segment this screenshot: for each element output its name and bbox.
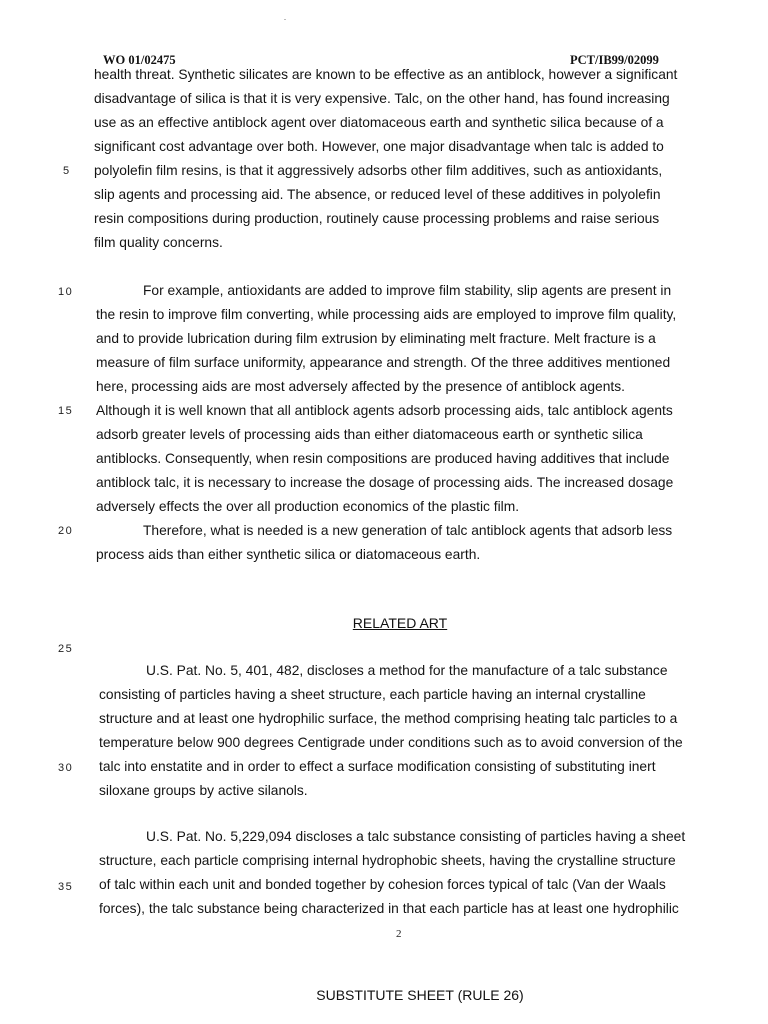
- application-number: PCT/IB99/02099: [570, 53, 659, 67]
- body-line: polyolefin film resins, is that it aggressively adsorbs other film additives, such as antioxidants,: [94, 163, 663, 178]
- body-line: For example, antioxidants are added to improve film stability, slip agents are present in: [143, 283, 672, 298]
- body-line: the resin to improve film converting, while processing aids are employed to improve film quality,: [96, 307, 677, 322]
- body-line: Although it is well known that all antiblock agents adsorb processing aids, talc antiblock agents: [96, 403, 673, 418]
- body-line: adsorb greater levels of processing aids than either diatomaceous earth or synthetic silica: [96, 427, 643, 442]
- body-line: structure and at least one hydrophilic surface, the method comprising heating talc particles to a: [99, 711, 678, 726]
- line-number: 35: [58, 881, 74, 893]
- body-line: U.S. Pat. No. 5,229,094 discloses a talc substance consisting of particles having a sheet: [146, 829, 686, 844]
- body-line: antiblocks. Consequently, when resin compositions are produced having additives that include: [96, 451, 670, 466]
- page-number: 2: [396, 928, 402, 940]
- body-line: of talc within each unit and bonded together by cohesion forces typical of talc (Van der Waals: [99, 877, 666, 892]
- section-heading: RELATED ART: [352, 615, 448, 631]
- body-line: structure, each particle comprising internal hydrophobic sheets, having the crystalline structure: [99, 853, 676, 868]
- body-line: U.S. Pat. No. 5, 401, 482, discloses a method for the manufacture of a talc substance: [146, 663, 668, 678]
- line-number: 20: [58, 525, 74, 537]
- body-line: health threat. Synthetic silicates are known to be effective as an antiblock, however a significant: [94, 67, 678, 82]
- body-line: talc into enstatite and in order to effect a surface modification consisting of substituting inert: [99, 759, 656, 774]
- body-line: temperature below 900 degrees Centigrade under conditions such as to avoid conversion of the: [99, 735, 683, 750]
- line-number: 5: [63, 165, 71, 177]
- body-line: resin compositions during production, routinely cause processing problems and raise serious: [94, 211, 660, 226]
- body-line: consisting of particles having a sheet structure, each particle having an internal crystalline: [99, 687, 646, 702]
- line-number: 30: [58, 762, 74, 774]
- scan-speck: [284, 19, 286, 20]
- body-line: process aids than either synthetic silica or diatomaceous earth.: [96, 547, 481, 562]
- body-line: Therefore, what is needed is a new generation of talc antiblock agents that adsorb less: [143, 523, 673, 538]
- line-number: 15: [58, 405, 74, 417]
- page-footer: SUBSTITUTE SHEET (RULE 26): [316, 987, 524, 1003]
- body-line: significant cost advantage over both. However, one major disadvantage when talc is added to: [94, 139, 664, 154]
- line-number: 25: [58, 643, 74, 655]
- body-line: forces), the talc substance being characterized in that each particle has at least one hydrophilic: [99, 901, 679, 916]
- body-line: use as an effective antiblock agent over diatomaceous earth and synthetic silica because of a: [94, 115, 664, 130]
- body-line: slip agents and processing aid. The absence, or reduced level of these additives in polyolefin: [94, 187, 661, 202]
- body-line: siloxane groups by active silanols.: [99, 783, 308, 798]
- line-number: 10: [58, 286, 74, 298]
- body-line: measure of film surface uniformity, appearance and strength. Of the three additives mentioned: [96, 355, 671, 370]
- body-line: here, processing aids are most adversely affected by the presence of antiblock agents.: [96, 379, 625, 394]
- body-line: and to provide lubrication during film extrusion by eliminating melt fracture. Melt fracture is a: [96, 331, 656, 346]
- body-line: antiblock talc, it is necessary to increase the dosage of processing aids. The increased dosage: [96, 475, 674, 490]
- publication-number: WO 01/02475: [103, 53, 176, 67]
- body-line: film quality concerns.: [94, 235, 223, 250]
- body-line: disadvantage of silica is that it is very expensive. Talc, on the other hand, has found increasing: [94, 91, 670, 106]
- body-line: adversely effects the over all production economics of the plastic film.: [96, 499, 520, 514]
